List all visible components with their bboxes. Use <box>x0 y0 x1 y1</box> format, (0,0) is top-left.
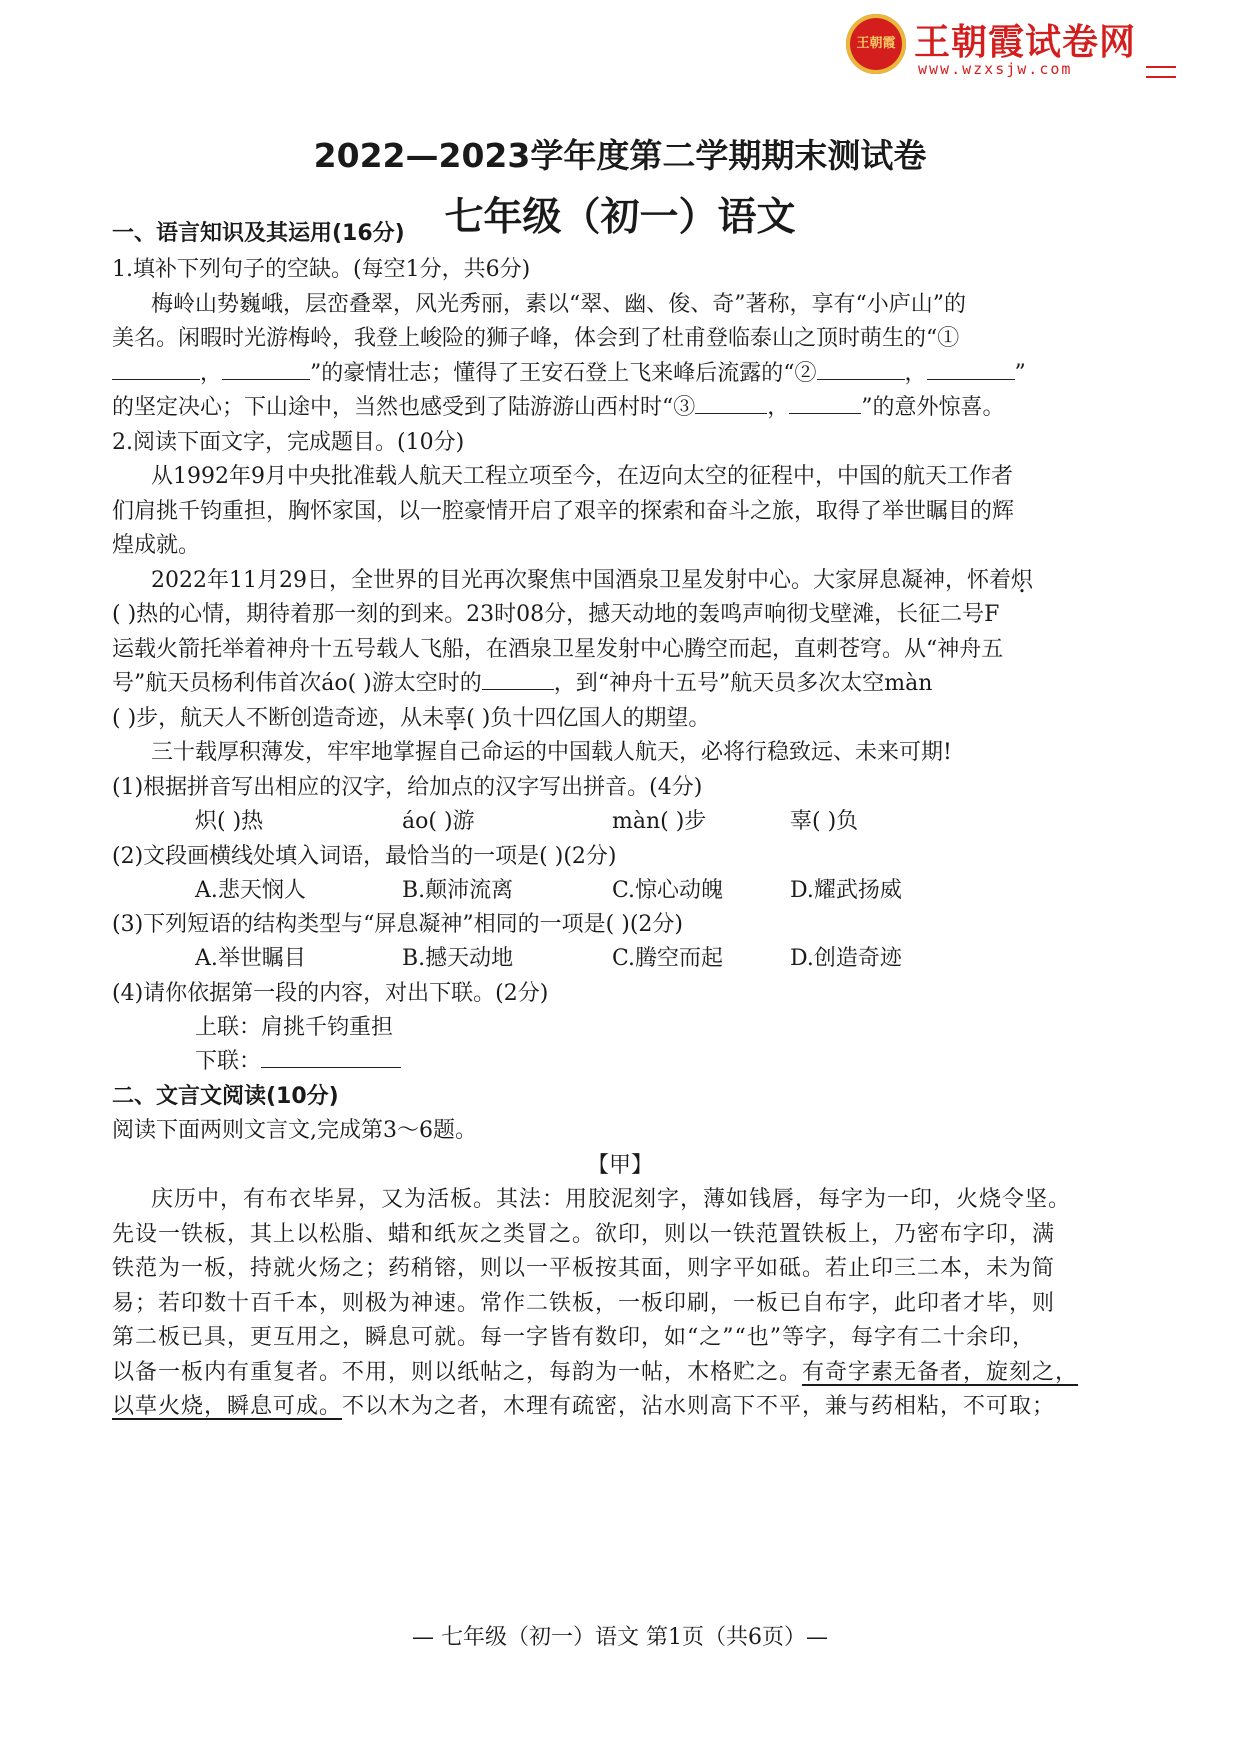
sub2-option-c[interactable]: C.惊心动魄 <box>612 878 724 903</box>
couplet-answer-blank[interactable] <box>261 1049 401 1068</box>
blank-1b[interactable] <box>222 361 310 380</box>
q2-p1-line2: 们肩挑千钧重担，胸怀家国，以一腔豪情开启了艰辛的探索和奋斗之旅，取得了举世瞩目的辉 <box>112 499 1015 524</box>
sub3-option-c[interactable]: C.腾空而起 <box>612 946 724 971</box>
dotted-char: 辜 <box>444 706 467 731</box>
section2-intro: 阅读下面两则文言文,完成第3～6题。 <box>112 1118 477 1143</box>
page-footer: — 七年级（初一）语文 第1页（共6页）— <box>412 1625 828 1650</box>
blank-2b[interactable] <box>927 361 1015 380</box>
q2-p2-line2: ( )热的心情，期待着那一刻的到来。23时08分，撼天动地的轰鸣声响彻戈壁滩，长征二号F <box>112 602 1000 627</box>
site-logo <box>846 12 1176 82</box>
q2-p1-line3: 煌成就。 <box>112 533 201 558</box>
section1-heading: 一、语言知识及其运用(16分) <box>112 221 405 246</box>
q2-p2-line1: 2022年11月29日，全世界的目光再次聚焦中国酒泉卫星发射中心。大家屏息凝神，怀着炽 <box>151 568 1033 593</box>
q2-p2-line4: 号”航天员杨利伟首次áo( )游太空时的 ，到“神舟十五号”航天员多次太空màn <box>112 671 933 696</box>
passage-line: 以草火烧，瞬息可成。不以木为之者，木理有疏密，沾水则高下不平，兼与药相粘，不可取； <box>112 1394 1056 1419</box>
sub4-prompt: (4)请你依据第一段的内容，对出下联。(2分) <box>112 981 549 1006</box>
passage-line: 第二板已具，更互用之，瞬息可就。每一字皆有数印，如“之”“也”等字，每字有二十余印， <box>112 1325 1035 1350</box>
sub1-prompt: (1)根据拼音写出相应的汉字，给加点的汉字写出拼音。(4分) <box>112 775 703 800</box>
blank-underlined[interactable] <box>482 671 554 690</box>
q2-p2-line5: ( )步，航天人不断创造奇迹，从未辜( )负十四亿国人的期望。 <box>112 706 711 731</box>
sub2-option-b[interactable]: B.颠沛流离 <box>402 878 514 903</box>
brand-name: 王朝霞试卷网 <box>914 22 1137 63</box>
q2-p3: 三十载厚积薄发，牢牢地掌握自己命运的中国载人航天，必将行稳致远、未来可期! <box>151 740 952 765</box>
passage-line: 易；若印数十百千本，则极为神速。常作二铁板，一板印刷，一板已自布字，此印者才毕，则 <box>112 1291 1056 1316</box>
sub1-item: áo( )游 <box>402 809 475 834</box>
sub2-option-a[interactable]: A.悲天悯人 <box>195 878 306 903</box>
sub1-item: màn( )步 <box>612 809 707 834</box>
sub3-prompt: (3)下列短语的结构类型与“屏息凝神”相同的一项是( )(2分) <box>112 912 683 937</box>
underlined-sentence: 有奇字素无备者，旋刻之， <box>802 1360 1079 1385</box>
sub3-option-d[interactable]: D.创造奇迹 <box>790 946 902 971</box>
blank-3b[interactable] <box>789 395 861 414</box>
q1-line4: 的坚定决心；下山途中，当然也感受到了陆游游山西村时“③ ， ”的意外惊喜。 <box>112 395 1005 420</box>
blank-1a[interactable] <box>112 361 200 380</box>
passage-line: 铁范为一板，持就火炀之；药稍镕，则以一平板按其面，则字平如砥。若止印三二本，未为简 <box>112 1256 1056 1281</box>
passage-line: 先设一铁板，其上以松脂、蜡和纸灰之类冒之。欲印，则以一铁范置铁板上，乃密布字印，满 <box>112 1222 1056 1247</box>
q1-line2: 美名。闲暇时光游梅岭，我登上峻险的狮子峰，体会到了杜甫登临泰山之顶时萌生的“① <box>112 326 960 351</box>
dotted-char: 炽 <box>1010 568 1033 593</box>
q1-line1: 梅岭山势巍峨，层峦叠翠，风光秀丽，素以“翠、幽、俊、奇”著称，享有“小庐山”的 <box>151 292 966 317</box>
brand-url: www.wzxsjw.com <box>918 60 1073 78</box>
passage-line: 以备一板内有重复者。不用，则以纸帖之，每韵为一帖，木格贮之。有奇字素无备者，旋刻之， <box>112 1360 1079 1385</box>
sub2-prompt: (2)文段画横线处填入词语，最恰当的一项是( )(2分) <box>112 844 617 869</box>
seal-text: 王朝霞 <box>856 36 896 51</box>
sub1-item: 辜( )负 <box>790 809 859 834</box>
passage-title: 【甲】 <box>586 1153 653 1178</box>
q1-prompt: 1.填补下列句子的空缺。(每空1分，共6分) <box>112 257 531 282</box>
q2-p2-line3: 运载火箭托举着神舟十五号载人飞船，在酒泉卫星发射中心腾空而起，直刺苍穹。从“神舟五 <box>112 637 1004 662</box>
passage-line: 庆历中，有布衣毕昇，又为活板。其法：用胶泥刻字，薄如钱唇，每字为一印，火烧令坚。 <box>151 1187 1072 1212</box>
underlined-sentence: 以草火烧，瞬息可成。 <box>112 1394 343 1419</box>
couplet-upper: 上联：肩挑千钧重担 <box>195 1015 394 1040</box>
blank-3a[interactable] <box>695 395 767 414</box>
seal-icon <box>846 14 906 74</box>
blank-2a[interactable] <box>817 361 905 380</box>
couplet-lower: 下联： <box>195 1048 401 1076</box>
sub3-option-a[interactable]: A.举世瞩目 <box>195 946 306 971</box>
exam-subtitle: 七年级（初一）语文 <box>444 195 796 240</box>
exam-title: 2022—2023学年度第二学期期末测试卷 <box>313 136 927 175</box>
decorative-lines <box>1146 66 1176 78</box>
section2-heading: 二、文言文阅读(10分) <box>112 1084 339 1109</box>
sub3-option-b[interactable]: B.撼天动地 <box>402 946 514 971</box>
q2-prompt: 2.阅读下面文字，完成题目。(10分) <box>112 430 465 455</box>
q1-line3: ， ”的豪情壮志；懂得了王安石登上飞来峰后流露的“② ， ” <box>112 360 1026 388</box>
sub1-item: 炽( )热 <box>195 809 264 834</box>
q2-p1-line1: 从1992年9月中央批准载人航天工程立项至今，在迈向太空的征程中，中国的航天工作者 <box>151 464 1013 489</box>
sub2-option-d[interactable]: D.耀武扬威 <box>790 878 902 903</box>
